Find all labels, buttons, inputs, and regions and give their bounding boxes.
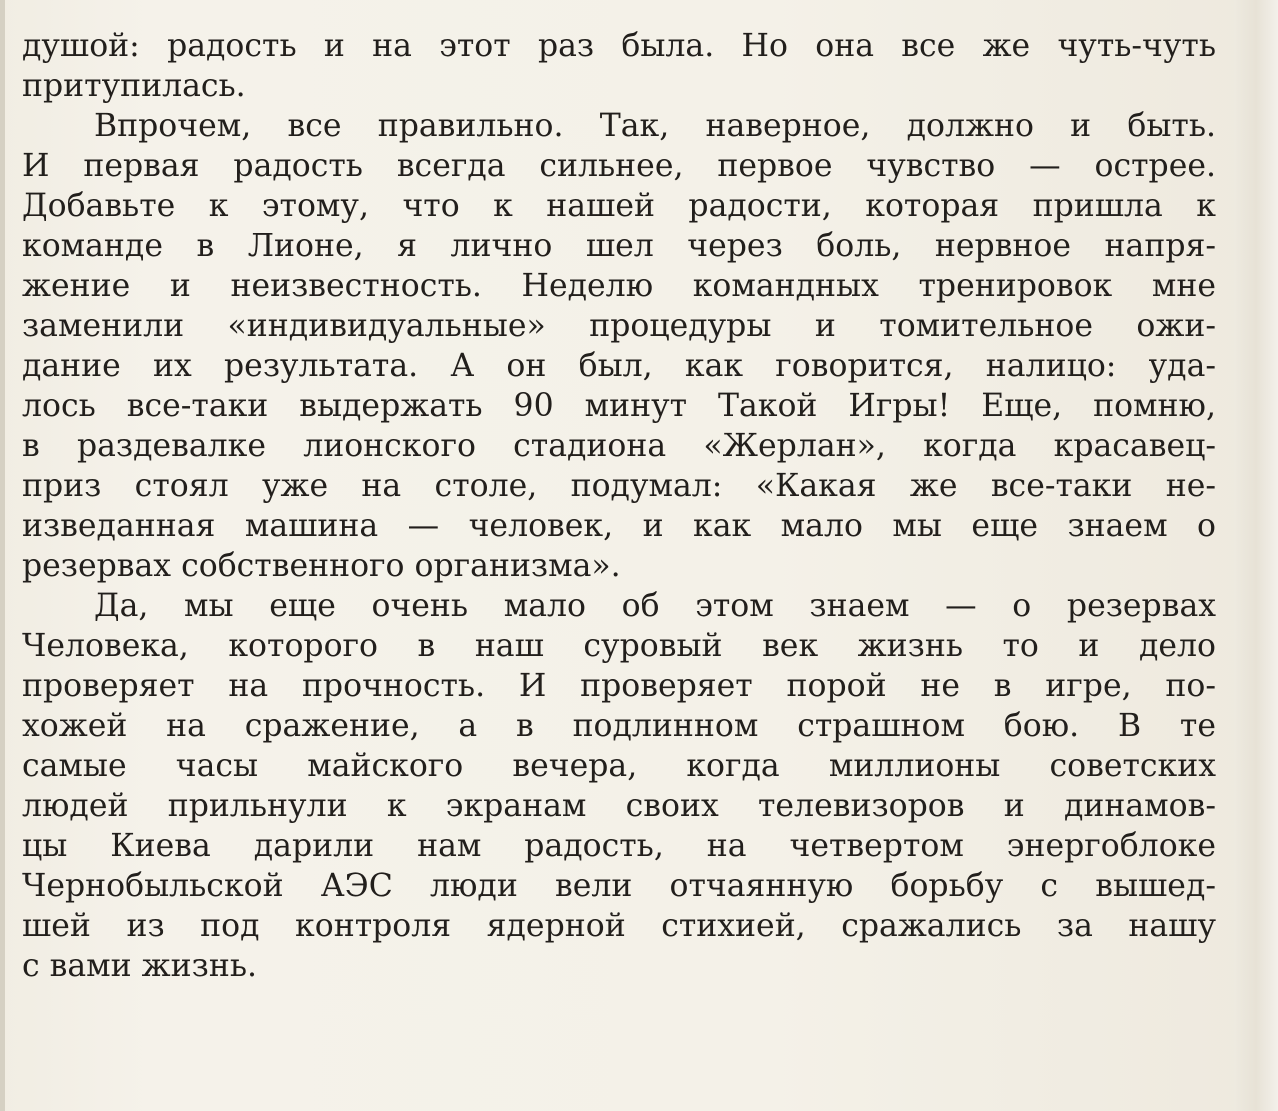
text-line: заменили «индивидуальные» процедуры и томительное ожи- bbox=[22, 308, 1216, 344]
text-line: команде в Лионе, я лично шел через боль, нервное напря- bbox=[22, 228, 1216, 264]
text-line: с вами жизнь. bbox=[22, 948, 257, 984]
text-line: шей из под контроля ядерной стихией, сражались за нашу bbox=[22, 908, 1216, 944]
text-line: Добавьте к этому, что к нашей радости, которая пришла к bbox=[22, 188, 1216, 224]
text-line: И первая радость всегда сильнее, первое чувство — острее. bbox=[22, 148, 1216, 184]
text-line: резервах собственного организма». bbox=[22, 548, 621, 584]
text-line: проверяет на прочность. И проверяет порой не в игре, по- bbox=[22, 668, 1216, 704]
paragraph-2 bbox=[22, 106, 1216, 586]
text-line: приз стоял уже на столе, подумал: «Какая же все-таки не- bbox=[22, 468, 1216, 504]
text-line: Да, мы еще очень мало об этом знаем — о резервах bbox=[94, 588, 1216, 624]
paragraph-1 bbox=[22, 26, 1216, 106]
text-line: людей прильнули к экранам своих телевизоров и динамов- bbox=[22, 788, 1216, 824]
text-line: хожей на сражение, а в подлинном страшном бою. В те bbox=[22, 708, 1216, 744]
text-line: лось все-таки выдержать 90 минут Такой Игры! Еще, помню, bbox=[22, 388, 1216, 424]
text-line: притупилась. bbox=[22, 68, 246, 104]
text-line: Чернобыльской АЭС люди вели отчаянную борьбу с вышед- bbox=[22, 868, 1216, 904]
text-line: изведанная машина — человек, и как мало мы еще знаем о bbox=[22, 508, 1216, 544]
text-line: самые часы майского вечера, когда миллионы советских bbox=[22, 748, 1216, 784]
text-line: Человека, которого в наш суровый век жизнь то и дело bbox=[22, 628, 1216, 664]
page-right-edge bbox=[1234, 0, 1278, 1111]
body-text bbox=[22, 26, 1216, 986]
page-left-edge bbox=[0, 0, 5, 1111]
text-line: дание их результата. А он был, как говорится, налицо: уда- bbox=[22, 348, 1216, 384]
text-line: Впрочем, все правильно. Так, наверное, должно и быть. bbox=[94, 108, 1216, 144]
text-line: жение и неизвестность. Неделю командных тренировок мне bbox=[22, 268, 1216, 304]
text-line: душой: радость и на этот раз была. Но она все же чуть-чуть bbox=[22, 28, 1216, 64]
paragraph-3 bbox=[22, 586, 1216, 986]
text-line: в раздевалке лионского стадиона «Жерлан», когда красавец- bbox=[22, 428, 1216, 464]
text-line: цы Киева дарили нам радость, на четвертом энергоблоке bbox=[22, 828, 1216, 864]
